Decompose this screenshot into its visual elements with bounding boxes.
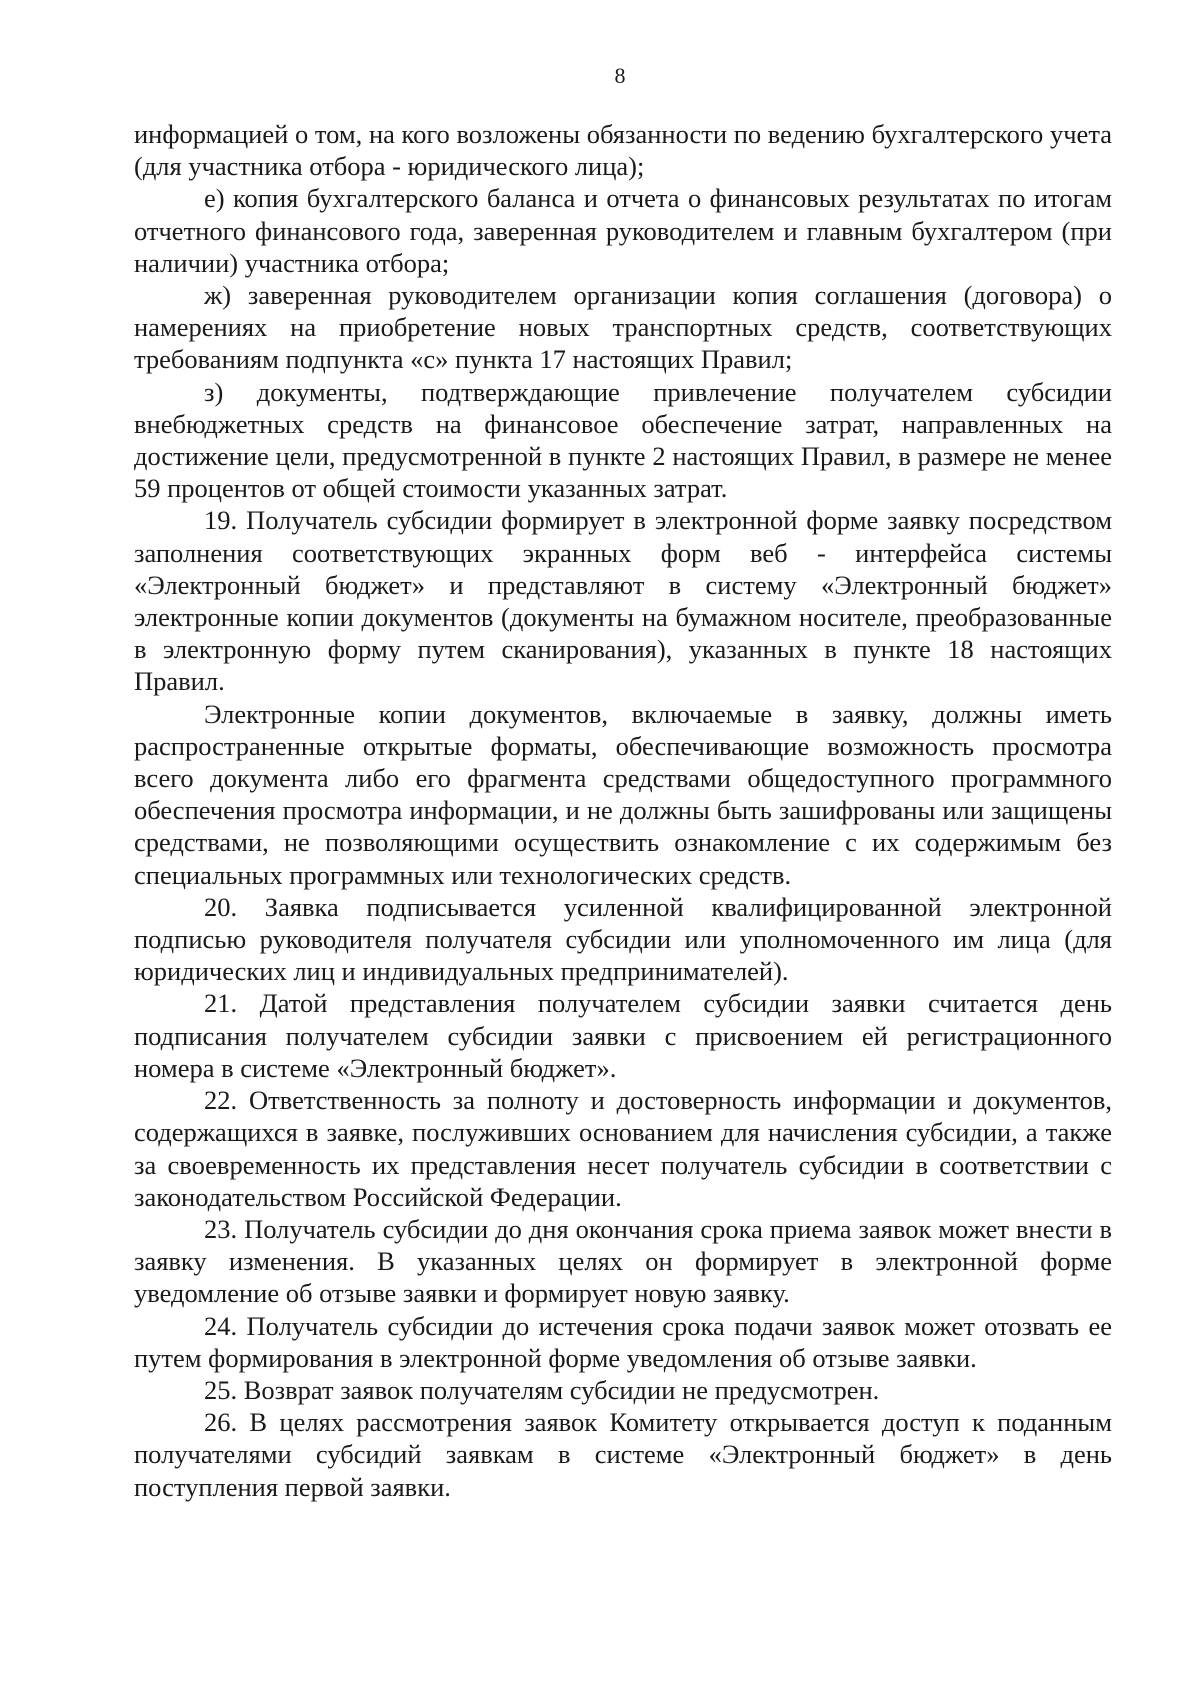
paragraph-22: 22. Ответственность за полноту и достоверность информации и документов, содержащихся в заявке, послуживших основанием для начисления субсидии, а также за своевременность их представления несет получатель субсидии в соответствии с законодательством Российской Федерации. xyxy=(134,1085,1112,1212)
paragraph-19-electronic-copies: Электронные копии документов, включаемые в заявку, должны иметь распространенные открытые форматы, обеспечивающие возможность просмотра всего документа либо его фрагмента средствами общедоступного программного обеспечения просмотра информации, и не должны быть зашифрованы или защищены средствами, не позволяющими осуществить ознакомление с их содержимым без специальных программных или технологических средств. xyxy=(134,698,1112,890)
paragraph-21: 21. Датой представления получателем субсидии заявки считается день подписания получателем субсидии заявки с присвоением ей регистрационного номера в системе «Электронный бюджет». xyxy=(134,988,1112,1083)
paragraph-25: 25. Возврат заявок получателям субсидии не предусмотрен. xyxy=(204,1374,880,1405)
paragraph-item-zh: ж) заверенная руководителем организации копия соглашения (договора) о намерениях на приобретение новых транспортных средств, соответствующих требованиям подпункта «с» пункта 17 настоящих Правил; xyxy=(134,280,1112,375)
page-number: 8 xyxy=(614,63,626,88)
paragraph-20: 20. Заявка подписывается усиленной квалифицированной электронной подписью руководителя получателя субсидии или уполномоченного им лица (для юридических лиц и индивидуальных предпринимателей). xyxy=(134,891,1112,987)
paragraph-item-e: е) копия бухгалтерского баланса и отчета о финансовых результатах по итогам отчетного финансового года, заверенная руководителем и главным бухгалтером (при наличии) участника отбора; xyxy=(134,183,1112,278)
paragraph-26: 26. В целях рассмотрения заявок Комитету открывается доступ к поданным получателями субсидий заявкам в системе «Электронный бюджет» в день поступления первой заявки. xyxy=(134,1407,1112,1502)
paragraph-continuation: информацией о том, на кого возложены обязанности по ведению бухгалтерского учета (для участника отбора - юридического лица); xyxy=(134,119,1112,182)
document-body xyxy=(134,118,1112,1503)
paragraph-19: 19. Получатель субсидии формирует в электронной форме заявку посредством заполнения соответствующих экранных форм веб - интерфейса системы «Электронный бюджет» и представляют в систему «Электронный бюджет» электронные копии документов (документы на бумажном носителе, преобразованные в электронную форму путем сканирования), указанных в пункте 18 настоящих Правил. xyxy=(134,505,1112,697)
paragraph-23: 23. Получатель субсидии до дня окончания срока приема заявок может внести в заявку изменения. В указанных целях он формирует в электронной форме уведомление об отзыве заявки и формирует новую заявку. xyxy=(134,1213,1112,1309)
paragraph-item-z: з) документы, подтверждающие привлечение получателем субсидии внебюджетных средств на финансовое обеспечение затрат, направленных на достижение цели, предусмотренной в пункте 2 настоящих Правил, в размере не менее 59 процентов от общей стоимости указанных затрат. xyxy=(134,376,1112,504)
paragraph-24: 24. Получатель субсидии до истечения срока подачи заявок может отозвать ее путем формирования в электронной форме уведомления об отзыве заявки. xyxy=(134,1310,1112,1373)
